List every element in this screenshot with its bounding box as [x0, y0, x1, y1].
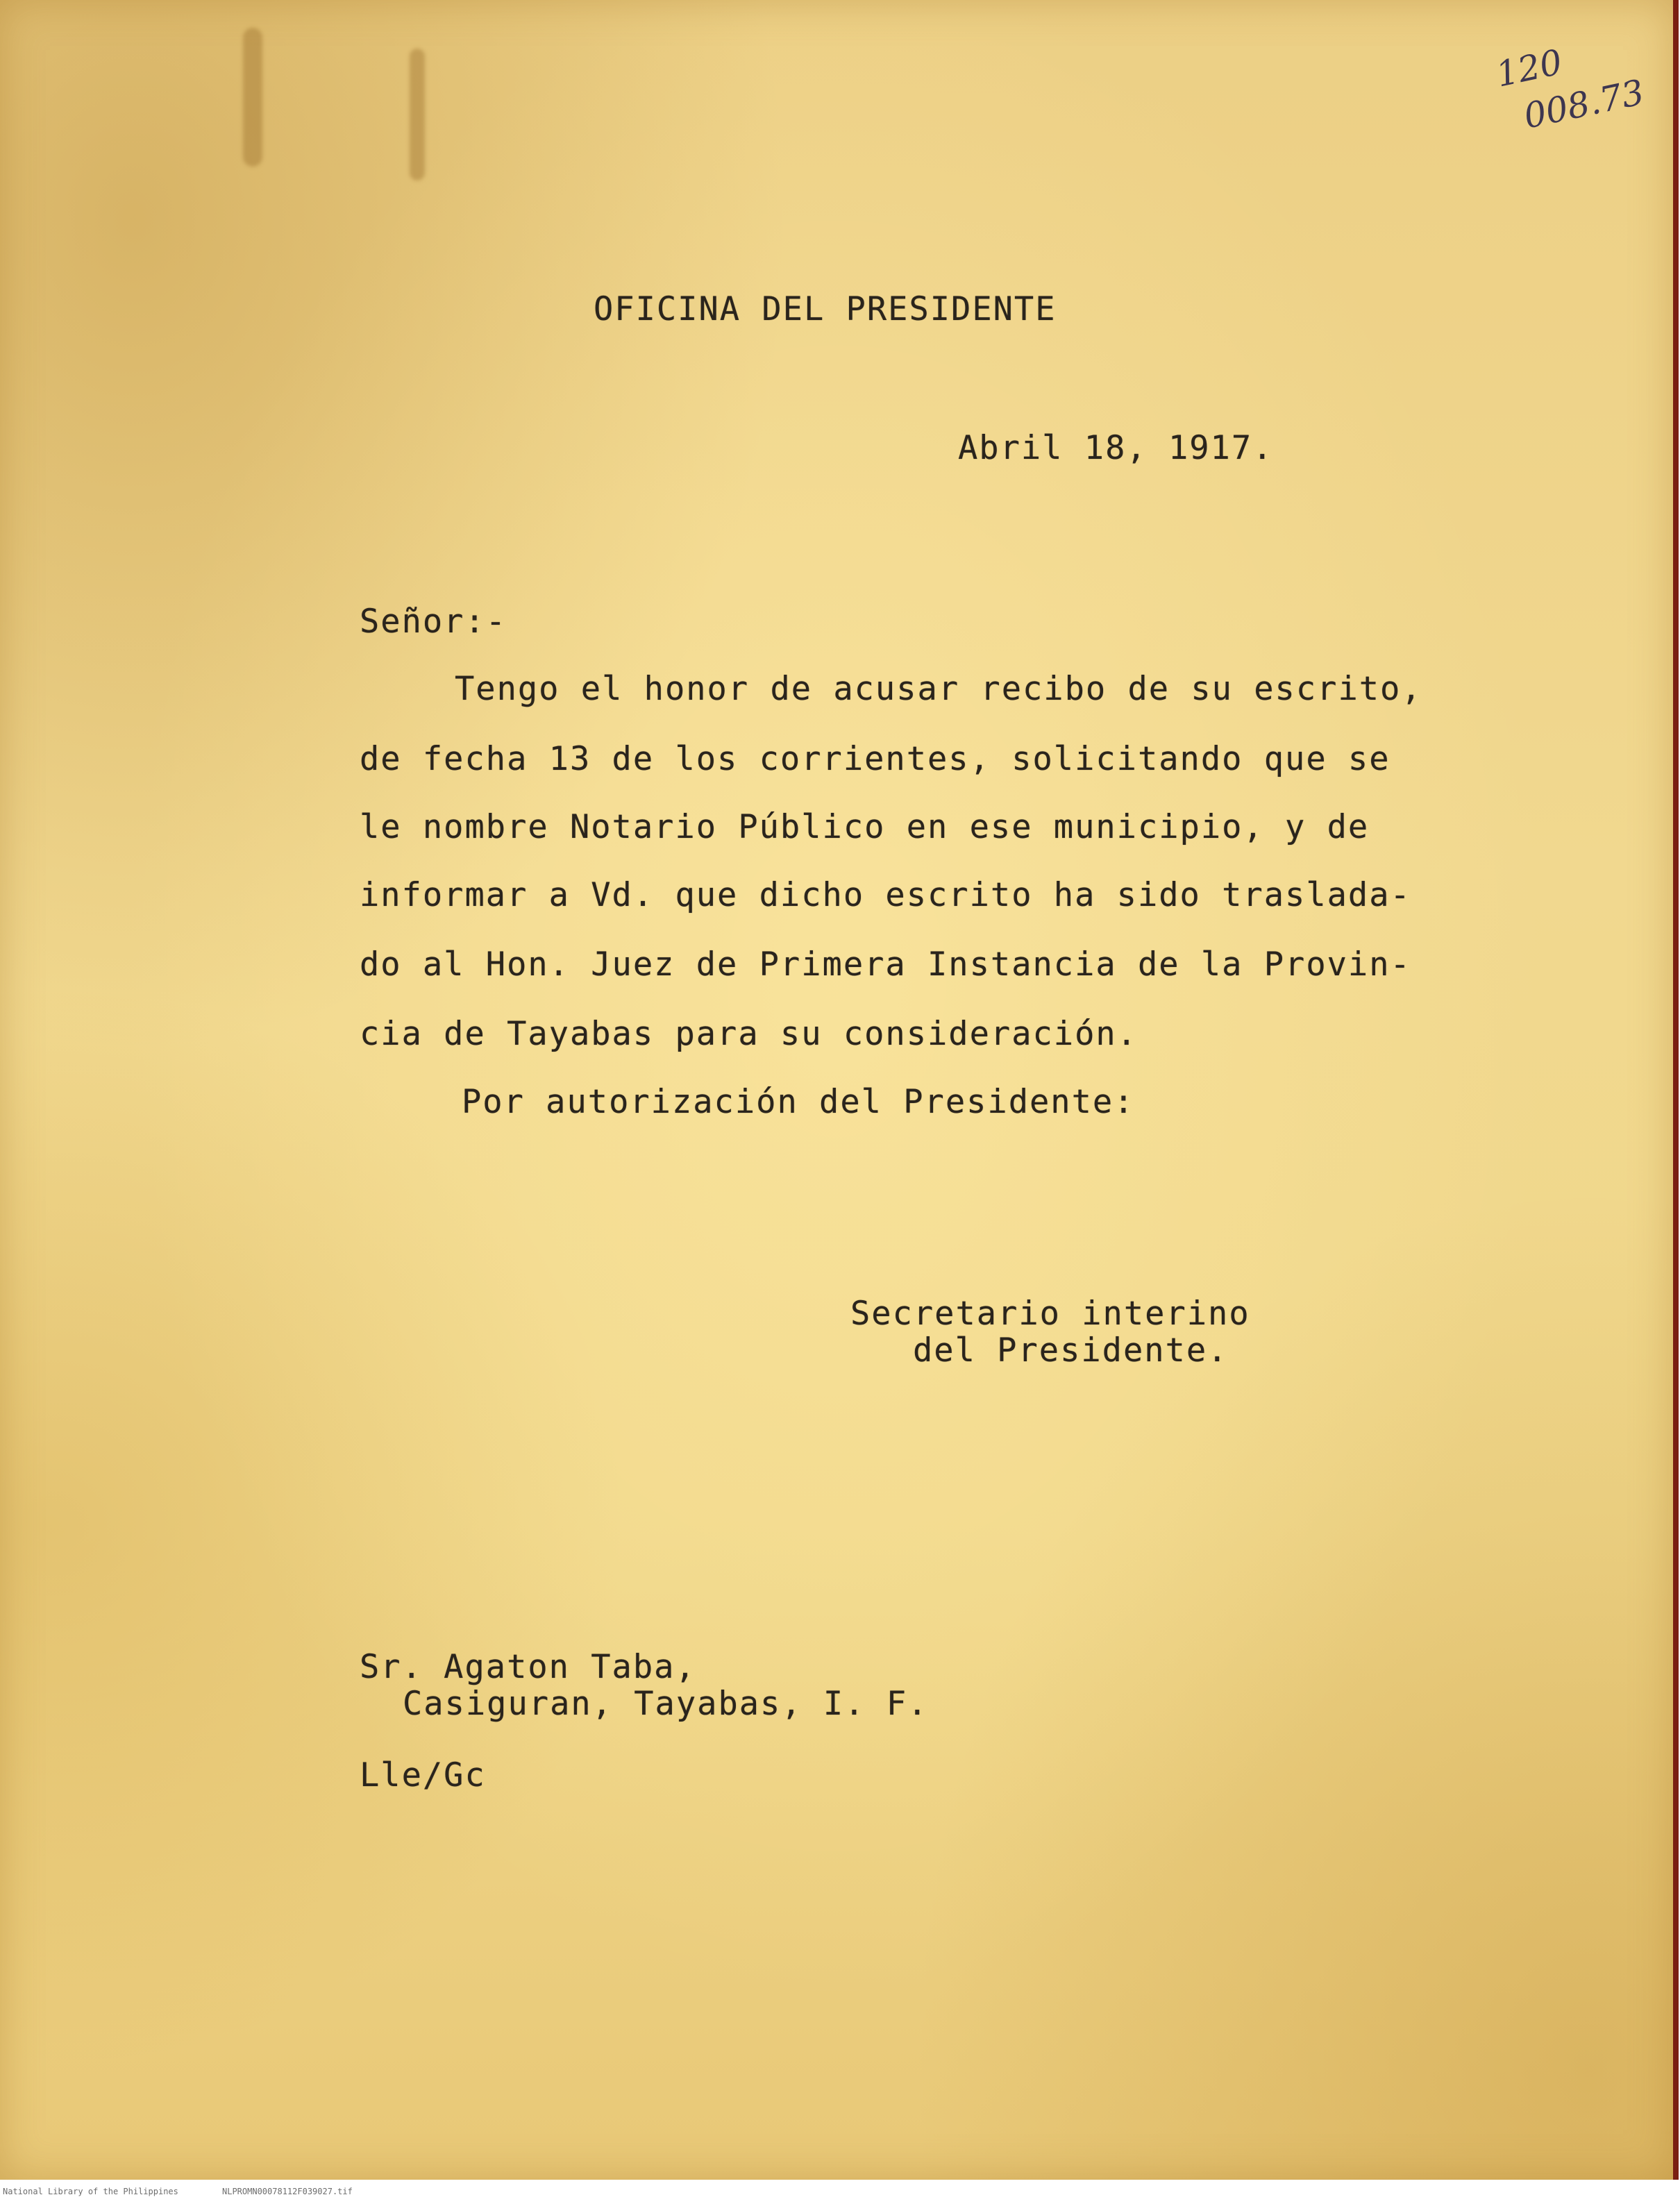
- footer-institution: National Library of the Philippines: [3, 2187, 178, 2196]
- addressee-name: Sr. Agaton Taba,: [360, 1648, 696, 1686]
- reference-initials: Lle/Gc: [360, 1756, 486, 1794]
- addressee-address: Casiguran, Tayabas, I. F.: [403, 1685, 929, 1723]
- body-line: Tengo el honor de acusar recibo de su escrito,: [455, 670, 1422, 708]
- salutation: Señor:-: [360, 603, 507, 641]
- letter-date: Abril 18, 1917.: [958, 429, 1274, 467]
- body-line: le nombre Notario Público en ese municipio, y de: [360, 808, 1370, 846]
- handwritten-catalog-number: 008.73: [1520, 71, 1648, 137]
- signature-title: del Presidente.: [913, 1331, 1229, 1370]
- footer-file-name: NLPROMN00078112F039027.tif: [222, 2187, 353, 2196]
- authorization-line: Por autorización del Presidente:: [462, 1083, 1135, 1121]
- signature-title: Secretario interino: [850, 1295, 1250, 1333]
- body-line: cia de Tayabas para su consideración.: [360, 1015, 1138, 1053]
- handwritten-catalog-number: 120: [1493, 42, 1566, 95]
- paper-crease: [243, 28, 262, 167]
- body-line: do al Hon. Juez de Primera Instancia de la Provin-: [360, 945, 1411, 984]
- body-line: de fecha 13 de los corrientes, solicitando que se: [360, 740, 1391, 778]
- paper-crease: [410, 49, 425, 180]
- body-line: informar a Vd. que dicho escrito ha sido traslada-: [360, 876, 1411, 914]
- office-heading: OFICINA DEL PRESIDENTE: [594, 290, 1057, 328]
